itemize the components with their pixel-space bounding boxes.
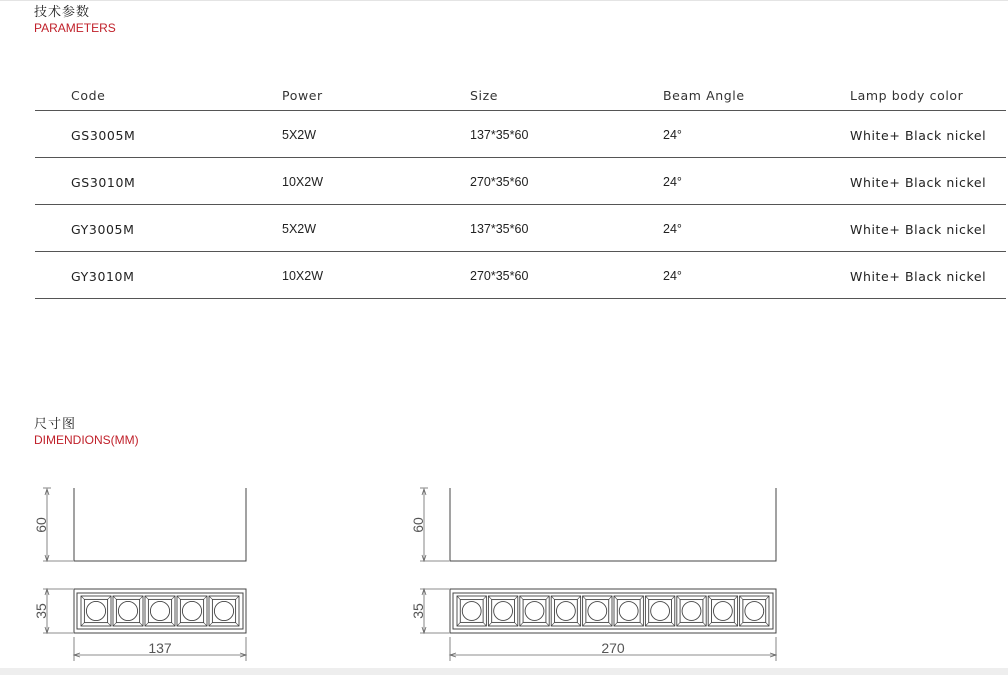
cell-code: GY3005M: [71, 222, 135, 237]
parameters-title-zh: 技术参数: [34, 5, 91, 20]
cell-power: 5X2W: [282, 128, 317, 142]
cell-beam-angle: 24°: [663, 175, 682, 189]
dimensions-title-en: DIMENDIONS(MM): [34, 433, 139, 447]
lens-cell: [520, 596, 549, 626]
drawing-270-svg: [403, 485, 783, 665]
cell-lamp-body-color: White+ Black nickel: [850, 128, 987, 143]
cell-lamp-body-color: White+ Black nickel: [850, 175, 987, 190]
cell-lamp-body-color: White+ Black nickel: [850, 222, 987, 237]
dimensions-title-zh: 尺寸图: [34, 417, 77, 432]
header-power: Power: [282, 88, 323, 103]
lens-cell: [113, 596, 143, 626]
lens-cell: [551, 596, 580, 626]
side-view-outline: [74, 488, 246, 561]
table-header-row: [35, 80, 1006, 111]
parameters-title-en: PARAMETERS: [34, 21, 116, 35]
lens-cell: [145, 596, 175, 626]
cell-code: GS3005M: [71, 128, 136, 143]
height-label: 60: [410, 517, 426, 533]
cell-beam-angle: 24°: [663, 222, 682, 236]
cell-beam-angle: 24°: [663, 269, 682, 283]
parameters-table: [35, 80, 1006, 299]
cell-size: 137*35*60: [470, 128, 529, 142]
table-row: [35, 111, 1006, 158]
cell-size: 270*35*60: [470, 269, 529, 283]
cell-size: 270*35*60: [470, 175, 529, 189]
header-lamp-body-color: Lamp body color: [850, 88, 964, 103]
lens-cell: [488, 596, 517, 626]
cell-power: 10X2W: [282, 175, 323, 189]
header-code: Code: [71, 88, 106, 103]
cell-power: 5X2W: [282, 222, 317, 236]
cell-lamp-body-color: White+ Black nickel: [850, 269, 987, 284]
bottom-edge: [0, 668, 1008, 675]
drawing-137-svg: [28, 485, 260, 665]
lens-cell: [708, 596, 737, 626]
side-view-outline: [450, 488, 776, 561]
lens-cell: [457, 596, 486, 626]
cell-code: GS3010M: [71, 175, 136, 190]
header-size: Size: [470, 88, 499, 103]
lens-cell: [677, 596, 706, 626]
lens-cell: [81, 596, 111, 626]
lens-cell: [645, 596, 674, 626]
cell-power: 10X2W: [282, 269, 323, 283]
depth-label: 35: [410, 603, 426, 619]
table-row: [35, 252, 1006, 299]
height-label: 60: [33, 517, 49, 533]
lens-cells: [457, 596, 769, 626]
dimension-drawing-270: [403, 485, 783, 665]
lens-cell: [740, 596, 769, 626]
lens-cell: [614, 596, 643, 626]
dimension-drawing-137: [28, 485, 260, 665]
cell-beam-angle: 24°: [663, 128, 682, 142]
length-label: 137: [148, 640, 172, 656]
lens-cell: [209, 596, 239, 626]
lens-cell: [583, 596, 612, 626]
header-beam-angle: Beam Angle: [663, 88, 745, 103]
table-row: [35, 205, 1006, 252]
top-divider: [0, 0, 1008, 1]
table-row: [35, 158, 1006, 205]
cell-code: GY3010M: [71, 269, 135, 284]
length-label: 270: [601, 640, 625, 656]
cell-size: 137*35*60: [470, 222, 529, 236]
lens-cell: [177, 596, 207, 626]
depth-label: 35: [33, 603, 49, 619]
lens-cells: [81, 596, 239, 626]
